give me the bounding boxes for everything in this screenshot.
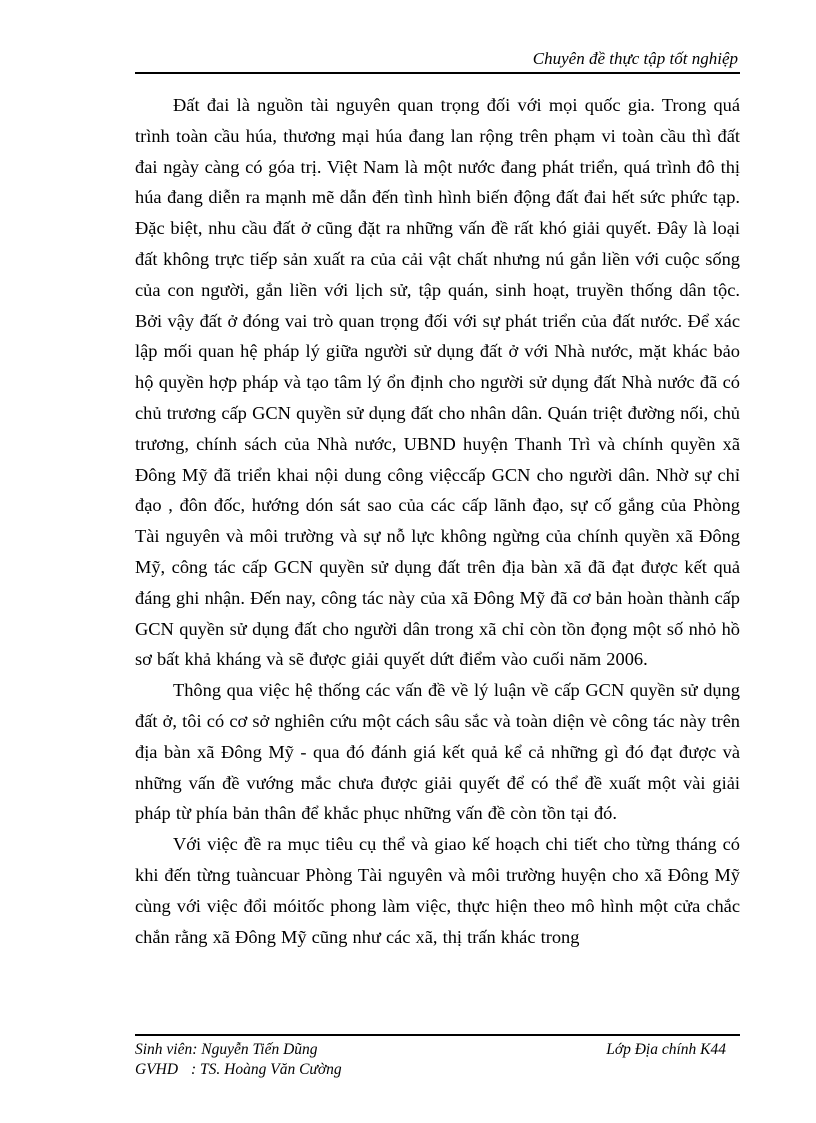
footer-row-advisor	[135, 1060, 740, 1080]
paragraph-1: Đất đai là nguồn tài nguyên quan trọng đối với mọi quốc gia. Trong quá trình toàn cầu húa, thương mại húa đang lan rộng trên phạm vi toàn cầu thì đất đai ngày càng có góa trị. Việt Nam là một nước đang phát triển, quá trình đô thị húa đang diễn ra mạnh mẽ dẫn đến tình hình biến động đất đai hết sức phức tạp. Đặc biệt, nhu cầu đất ở cũng đặt ra những vấn đề rất khó giải quyết. Đây là loại đất không trực tiếp sản xuất ra của cải vật chất nhưng nú gắn liền với cuộc sống của con người, gắn liền với lịch sử, tập quán, sinh hoạt, truyền thống dân tộc. Bởi vậy đất ở đóng vai trò quan trọng đối với sự phát triển của đất nước. Để xác lập mối quan hệ pháp lý giữa người sử dụng đất ở với Nhà nước, mặt khác bảo hộ quyền hợp pháp và tạo tâm lý ổn định cho người sử dụng đất Nhà nước đã có chủ trương cấp GCN quyền sử dụng đất cho nhân dân. Quán triệt đường nối, chủ trương, chính sách của Nhà nước, UBND huyện Thanh Trì và chính quyền xã Đông Mỹ đã triển khai nội dung công việccấp GCN cho người dân. Nhờ sự chỉ đạo , đôn đốc, hướng dón sát sao của các cấp lãnh đạo, sự cố gắng của Phòng Tài nguyên và môi trường và sự nỗ lực không ngừng của chính quyền xã Đông Mỹ, công tác cấp GCN quyền sử dụng đất trên địa bàn xã đã đạt được kết quả đáng ghi nhận. Đến nay, công tác này của xã Đông Mỹ đã cơ bản hoàn thành cấp GCN quyền sử dụng đất cho người dân trong xã chỉ còn tồn đọng một số nhỏ hồ sơ bất khả kháng và sẽ được giải quyết dứt điểm vào cuối năm 2006.	[135, 95, 740, 670]
footer-row-student	[135, 1040, 740, 1060]
page-header	[135, 48, 740, 74]
footer-class: Lớp Địa chính K44	[606, 1041, 726, 1058]
footer-student: Sinh viên: Nguyễn Tiến Dũng	[135, 1041, 318, 1058]
paragraph-2: Thông qua việc hệ thống các vấn đề về lý luận về cấp GCN quyền sử dụng đất ở, tôi có cơ sở nghiên cứu một cách sâu sắc và toàn diện vè công tác này trên địa bàn xã Đông Mỹ - qua đó đánh giá kết quả kể cả những gì đó đạt được và những vấn đề vướng mắc chưa được giải quyết để có thể đề xuất một vài giải pháp từ phía bản thân để khắc phục những vấn đề còn tồn tại đó.	[135, 680, 740, 824]
body-text	[135, 90, 740, 952]
header-title: Chuyên đề thực tập tốt nghiệp	[532, 49, 738, 68]
footer-advisor: : TS. Hoàng Văn Cường	[191, 1061, 342, 1078]
footer-advisor-label: GVHD	[135, 1061, 179, 1078]
paragraph-3: Với việc đề ra mục tiêu cụ thể và giao kế hoạch chi tiết cho từng tháng có khi đến từng tuàncuar Phòng Tài nguyên và môi trường huyện cho xã Đông Mỹ cùng với việc đổi móitốc phong làm việc, thực hiện theo mô hình một cửa chắc chắn rằng xã Đông Mỹ cũng như các xã, thị trấn khác trong	[135, 834, 740, 947]
page-footer	[135, 1034, 740, 1080]
